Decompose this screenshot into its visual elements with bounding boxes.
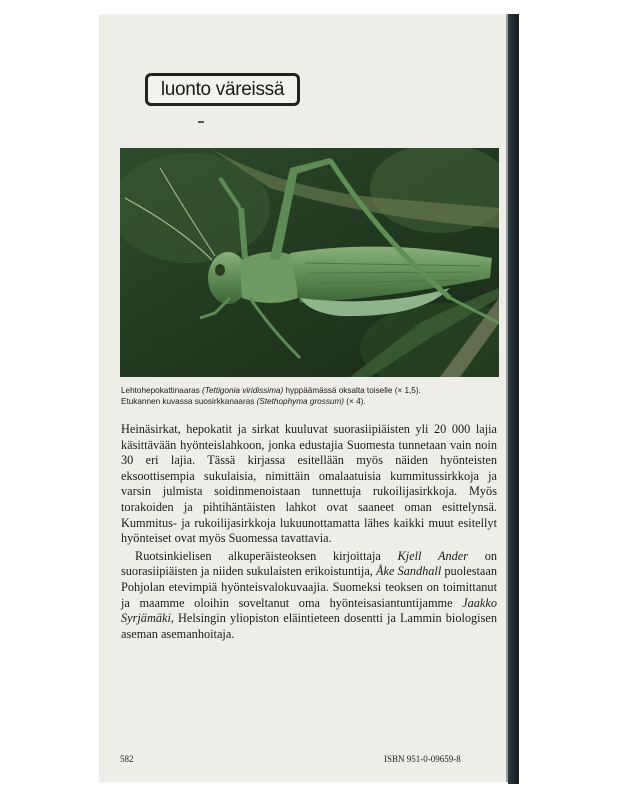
caption-line-1 (121, 386, 499, 397)
photo-caption (121, 386, 499, 407)
blurb-p2-part-b: on suorasiipiäisten ja niiden sukulaisten erikoistuntija, (121, 548, 498, 579)
book-spine-edge (508, 14, 519, 784)
caption-line-2-text: Etukannen kuvassa suosirkkanaaras (121, 396, 257, 406)
series-logo-text: luonto väreissä (160, 78, 285, 100)
catalog-number: 582 (120, 754, 134, 764)
isbn: ISBN 951-0-09659-8 (384, 754, 461, 764)
blurb-p2-part-d: , Helsingin yliopiston eläintieteen dosentti ja Lammin biologisen aseman asemanhoitaja. (121, 611, 497, 641)
grasshopper-illustration (120, 148, 499, 377)
caption-line-2 (121, 397, 499, 408)
blurb-paragraph-2 (121, 549, 497, 643)
series-logo (145, 73, 300, 106)
caption-line-2-species: (Stethophyma grossum) (256, 396, 345, 406)
caption-line-1-text: Lehtohepokattinaaras (121, 386, 203, 395)
photographer-name: Åke Sandhall (376, 564, 442, 579)
blurb-p2-part-c: puolestaan Pohjolan etevimpiä hyönteisvalokuvaajia. Suomeksi teoksen on toimittanut ja maamme oloihin soveltanut oma hyönteisasiantuntijamme (121, 564, 497, 610)
print-mark (198, 121, 204, 123)
author-name: Kjell Ander (397, 548, 468, 563)
caption-line-1-species: (Tettigonia viridissima) (202, 386, 284, 395)
caption-line-1-suffix: hyppäämässä oksalta toiselle (× 1,5). (283, 386, 421, 395)
blurb-paragraph-1: Heinäsirkat, hepokatit ja sirkat kuuluvat suorasiipiäisten yli 20 000 lajia käsittävään hyönteislahkoon, jonka edustajia Suomesta tunnetaan vain noin 30 eri lajia. Tässä kirjassa esitellään myös näiden hyönteisten eksoottisempia sukulaisia, nimittäin omalaatuisia kummitussirkkoja ja varsin julmista soidinmenoistaan tunnettuja rukoilijasirkkoja. Myös torakoiden ja pihtihäntäisten lahkot ovat saaneet oman esittelynsä. Kummitus- ja rukoilijasirkkoja lukuunottamatta lähes kaikki muut esitellyt hyönteiset ovat myös Suomessa tavattavia. (121, 422, 497, 546)
blurb-text (121, 422, 497, 642)
grasshopper-photo (120, 148, 499, 377)
blurb-p2-part-a: Ruotsinkielisen alkuperäisteoksen kirjoittaja (135, 548, 398, 563)
editor-name: Jaakko Syrjämäki (121, 595, 497, 626)
caption-line-2-suffix: (× 4). (344, 396, 366, 406)
